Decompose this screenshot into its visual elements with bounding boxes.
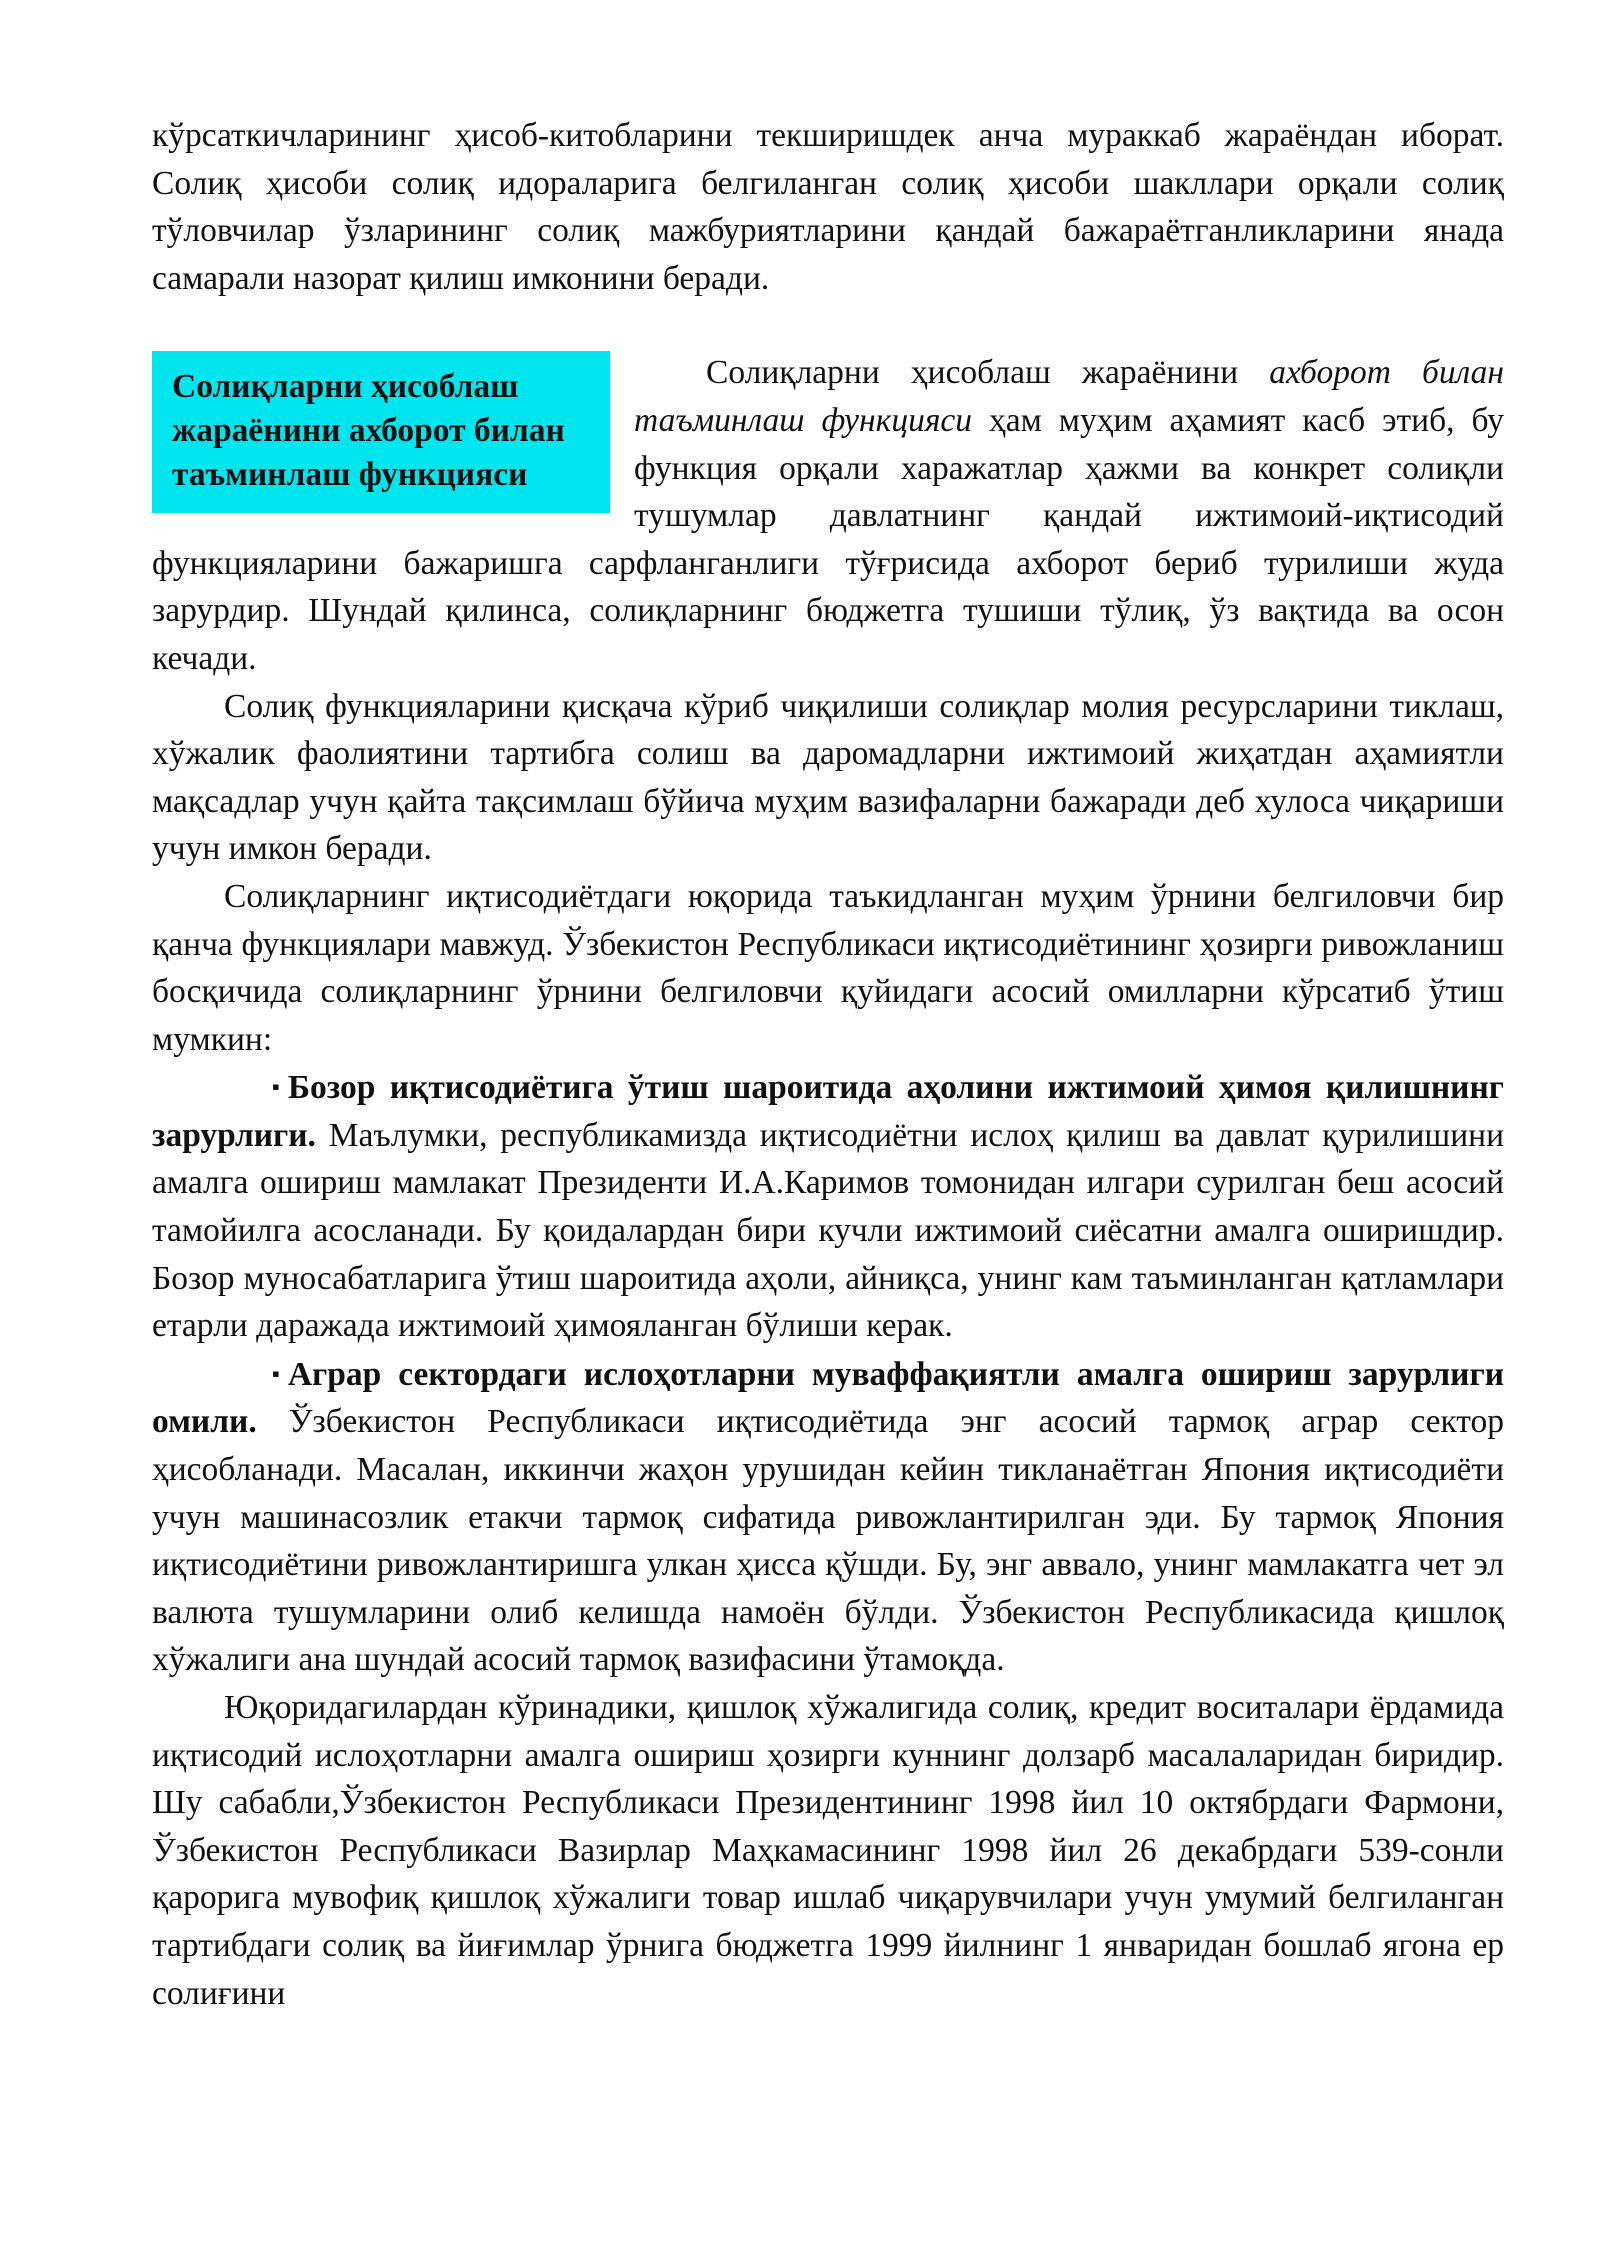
square-bullet-icon: ▪ — [272, 1074, 280, 1100]
paragraph-information-rest: ҳам муҳим аҳамият касб этиб, бу функция орқали харажатлар ҳажми ва конкрет солиқли тушумлар давлатнинг қандай ижтимоий-иқтисодий функцияларини бажаришга сарфланганлиги тўғрисида ахборот бериб турилиши жуда зарурдир. Шундай қилинса, солиқларнинг бюджетга тушиши тўлиқ, ўз вақтида ва осон кечади. — [152, 401, 1504, 677]
list-item-text: Маълумки, республикамизда иқтисодиётни ислоҳ қилиш ва давлат қурилишини амалга ошириш мамлакат Президенти И.А.Каримов томонидан илгари сурилган беш асосий тамойилга асосланади. Бу қоидалардан бири кучли ижтимоий сиёсатни амалга оширишдир. Бозор муносабатларига ўтиш шароитида аҳоли, айниқса, унинг кам таъминланган қатламлари етарли даражада ижтимоий ҳимояланган бўлиши керак. — [152, 1116, 1504, 1345]
paragraph-agriculture-tax: Юқоридагилардан кўринадики, қишлоқ хўжалигида солиқ, кредит воситалари ёрдамида иқтисодий ислоҳотларни амалга ошириш ҳозирги куннинг долзарб масалаларидан биридир. Шу сабабли,Ўзбекистон Республикаси Президентининг 1998 йил 10 октябрдаги Фармони, Ўзбекистон Республикаси Вазирлар Маҳкамасининг 1998 йил 26 декабрдаги 539-сонли қарорига мувофиқ қишлоқ хўжалиги товар ишлаб чиқарувчилари учун умумий белгиланган тартибдаги солиқ ва йиғимлар ўрнига бюджетга 1999 йилнинг 1 январидан бошлаб ягона ер солиғини — [152, 1689, 1504, 2012]
paragraph-tax-role-factors: Солиқларнинг иқтисодиётдаги юқорида таъкидланган муҳим ўрнини белгиловчи бир қанча функциялари мавжуд. Ўзбекистон Республикаси иқтисодиётининг ҳозирги ривожланиш босқичида солиқларнинг ўрнини белгиловчи қуйидаги асосий омилларни кўрсатиб ўтиш мумкин: — [152, 877, 1504, 1058]
document-page — [152, 112, 1504, 2017]
paragraph-tax-functions-summary: Солиқ функцияларини қисқача кўриб чиқилиши солиқлар молия ресурсларини тиклаш, хўжалик фаолиятини тартибга солиш ва даромадларни ижтимоий жиҳатдан аҳамиятли мақсадлар учун қайта тақсимлаш бўйича муҳим вазифаларни бажаради деб хулоса чиқариши учун имкон беради. — [152, 687, 1504, 868]
list-item-heading: Бозор иқтисодиётига ўтиш шароитида аҳолини ижтимоий ҳимоя қилишнинг зарурлиги. — [152, 1069, 1504, 1154]
list-item-agrarian-reform — [152, 1350, 1504, 1684]
list-item-social-protection — [152, 1063, 1504, 1350]
paragraph-information-start: Солиқларни ҳисоблаш жараёнини — [706, 354, 1270, 392]
paragraph-gap — [152, 302, 1504, 349]
square-bullet-icon: ▪ — [272, 1360, 280, 1386]
margin-heading-box: Солиқларни ҳисоблаш жараёнини ахборот билан таъминлаш функцияси — [152, 351, 610, 513]
information-function-term: ахборот билан таъминлаш функцияси — [634, 354, 1504, 439]
list-item-heading: Аграр сектордаги ислоҳотларни муваффақиятли амалга ошириш зарурлиги омили. — [152, 1355, 1504, 1441]
paragraph-intro-continuation: кўрсаткичларининг ҳисоб-китобларини текширишдек анча мураккаб жараёндан иборат. Солиқ ҳисоби солиқ идораларига белгиланган солиқ ҳисоби шакллари орқали солиқ тўловчилар ўзларининг солиқ мажбуриятларини қандай бажараётганликларини янада самарали назорат қилиш имконини беради. — [152, 117, 1504, 297]
list-item-text: Ўзбекистон Республикаси иқтисодиётида энг асосий тармоқ аграр сектор ҳисобланади. Масалан, иккинчи жаҳон урушидан кейин тикланаётган Япония иқтисодиёти учун машинасозлик етакчи тармоқ сифатида ривожлантирилган эди. Бу тармоқ Япония иқтисодиётини ривожлантиришга улкан ҳисса қўшди. Бу, энг аввало, унинг мамлакатга чет эл валюта тушумларини олиб келишда намоён бўлди. Ўзбекистон Республикасида қишлоқ хўжалиги ана шундай асосий тармоқ вазифасини ўтамоқда. — [152, 1403, 1504, 1679]
tax-info-section — [152, 349, 1504, 682]
